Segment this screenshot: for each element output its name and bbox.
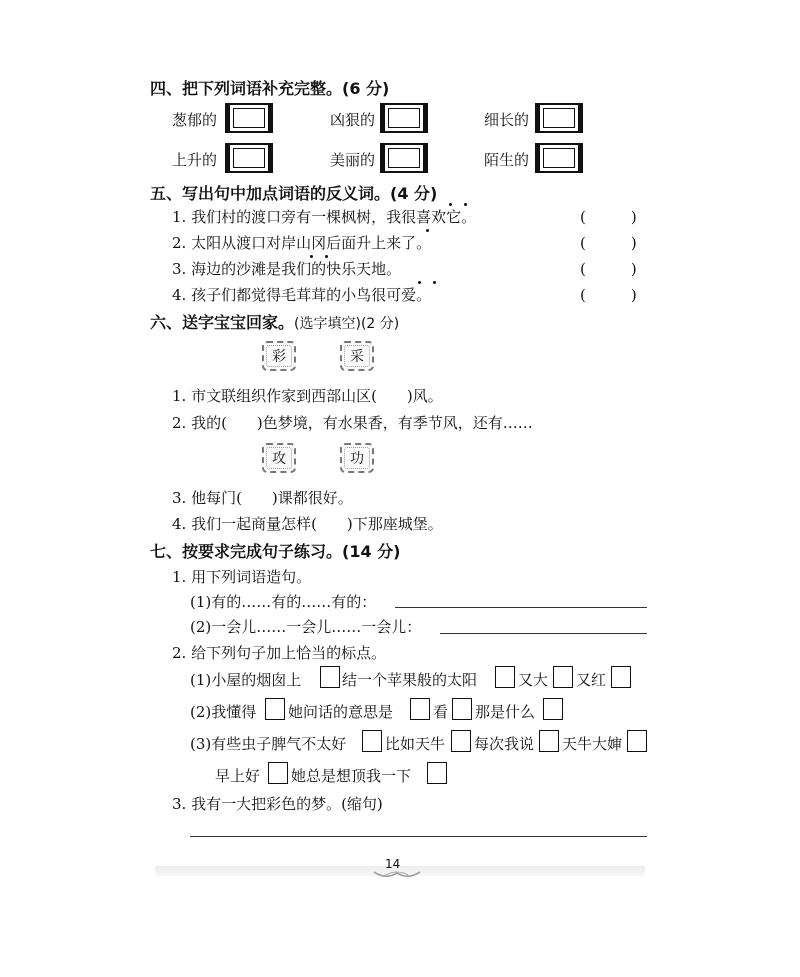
- punctuation-box[interactable]: [451, 730, 471, 752]
- emphasis-dot: [464, 203, 467, 206]
- section-6-title-text: 六、送字宝宝回家。: [150, 313, 295, 332]
- emphasis-dot: [433, 281, 436, 284]
- sentence-part: 比如天牛: [385, 735, 446, 753]
- sentence-part: 结一个苹果般的太阳: [342, 671, 478, 689]
- punctuation-box[interactable]: [427, 762, 447, 784]
- section-7-title: 七、按要求完成句子练习。(14 分): [150, 542, 401, 561]
- punctuation-box[interactable]: [539, 730, 559, 752]
- punctuation-box[interactable]: [410, 698, 430, 720]
- emphasis-dot: [418, 281, 421, 284]
- question-item: 4. 孩子们都觉得毛茸茸的小鸟很可爱。: [172, 286, 432, 304]
- punctuation-box[interactable]: [452, 698, 472, 720]
- answer-paren[interactable]: ( ): [580, 208, 637, 226]
- answer-paren[interactable]: ( ): [580, 286, 637, 304]
- emphasis-dot: [449, 203, 452, 206]
- question-item: 1. 我们村的渡口旁有一棵枫树，我很喜欢它。: [172, 208, 477, 226]
- answer-line[interactable]: [190, 836, 647, 837]
- sentence-part: 看: [433, 703, 449, 721]
- section-6-title: [150, 310, 399, 333]
- question-item: 2. 我的( )色梦境，有水果香，有季节风，还有……: [172, 414, 533, 432]
- answer-box[interactable]: [535, 143, 583, 173]
- char-card[interactable]: 彩: [262, 341, 296, 371]
- question-item: 1. 市文联组织作家到西部山区( )风。: [172, 387, 443, 405]
- question-item: 3. 海边的沙滩是我们的快乐天地。: [172, 260, 402, 278]
- word-prefix: 葱郁的: [172, 111, 218, 129]
- punctuation-box[interactable]: [362, 730, 382, 752]
- sentence-part: 每次我说: [474, 735, 535, 753]
- punctuation-box[interactable]: [553, 666, 573, 688]
- question-item: 3. 我有一大把彩色的梦。(缩句): [172, 795, 383, 813]
- section-6-title-note: (选字填空)(2 分): [294, 316, 400, 332]
- section-4-title: 四、把下列词语补充完整。(6 分): [150, 79, 390, 98]
- answer-line[interactable]: [440, 633, 647, 634]
- sentence-part: (3)有些虫子脾气不太好: [190, 735, 347, 753]
- section-5-title: 五、写出句中加点词语的反义词。(4 分): [150, 184, 438, 203]
- punctuation-box[interactable]: [268, 762, 288, 784]
- punctuation-box[interactable]: [265, 698, 285, 720]
- answer-box[interactable]: [225, 143, 273, 173]
- word-prefix: 凶狠的: [330, 111, 376, 129]
- word-prefix: 陌生的: [484, 151, 530, 169]
- emphasis-dot: [426, 229, 429, 232]
- sentence-part: 她问话的意思是: [288, 703, 394, 721]
- emphasis-dot: [310, 255, 313, 258]
- question-item: 3. 他每门( )课都很好。: [172, 489, 353, 507]
- answer-box[interactable]: [225, 103, 273, 133]
- sentence-part: (2)我懂得: [190, 703, 257, 721]
- punctuation-box[interactable]: [543, 698, 563, 720]
- question-item: 4. 我们一起商量怎样( )下那座城堡。: [172, 515, 443, 533]
- sentence-part: 她总是想顶我一下: [291, 767, 412, 785]
- page-ornament-icon: [372, 868, 422, 880]
- answer-paren[interactable]: ( ): [580, 234, 637, 252]
- sentence-part: 天牛大婶: [562, 735, 623, 753]
- answer-box[interactable]: [380, 143, 428, 173]
- word-prefix: 细长的: [484, 111, 530, 129]
- punctuation-box[interactable]: [611, 666, 631, 688]
- question-item: 2. 太阳从渡口对岸山冈后面升上来了。: [172, 234, 432, 252]
- page-number: 14: [385, 857, 401, 871]
- answer-paren[interactable]: ( ): [580, 260, 637, 278]
- char-card[interactable]: 功: [340, 443, 374, 473]
- question-item: 1. 用下列词语造句。: [172, 568, 312, 586]
- question-item: 2. 给下列句子加上恰当的标点。: [172, 644, 387, 662]
- answer-box[interactable]: [535, 103, 583, 133]
- punctuation-box[interactable]: [627, 730, 647, 752]
- punctuation-box[interactable]: [320, 666, 340, 688]
- char-card[interactable]: 采: [340, 341, 374, 371]
- emphasis-dot: [325, 255, 328, 258]
- answer-box[interactable]: [380, 103, 428, 133]
- sentence-part: (1)小屋的烟囱上: [190, 671, 302, 689]
- sentence-part: 那是什么: [475, 703, 536, 721]
- answer-line[interactable]: [395, 607, 647, 608]
- word-prefix: 美丽的: [330, 151, 376, 169]
- sentence-part: 早上好: [215, 767, 261, 785]
- question-item: (1)有的……有的……有的：: [190, 593, 377, 611]
- punctuation-box[interactable]: [495, 666, 515, 688]
- sentence-part: 又大: [518, 671, 549, 689]
- sentence-part: 又红: [576, 671, 607, 689]
- char-card[interactable]: 攻: [262, 443, 296, 473]
- word-prefix: 上升的: [172, 151, 218, 169]
- question-item: (2)一会儿……一会儿……一会儿：: [190, 618, 422, 636]
